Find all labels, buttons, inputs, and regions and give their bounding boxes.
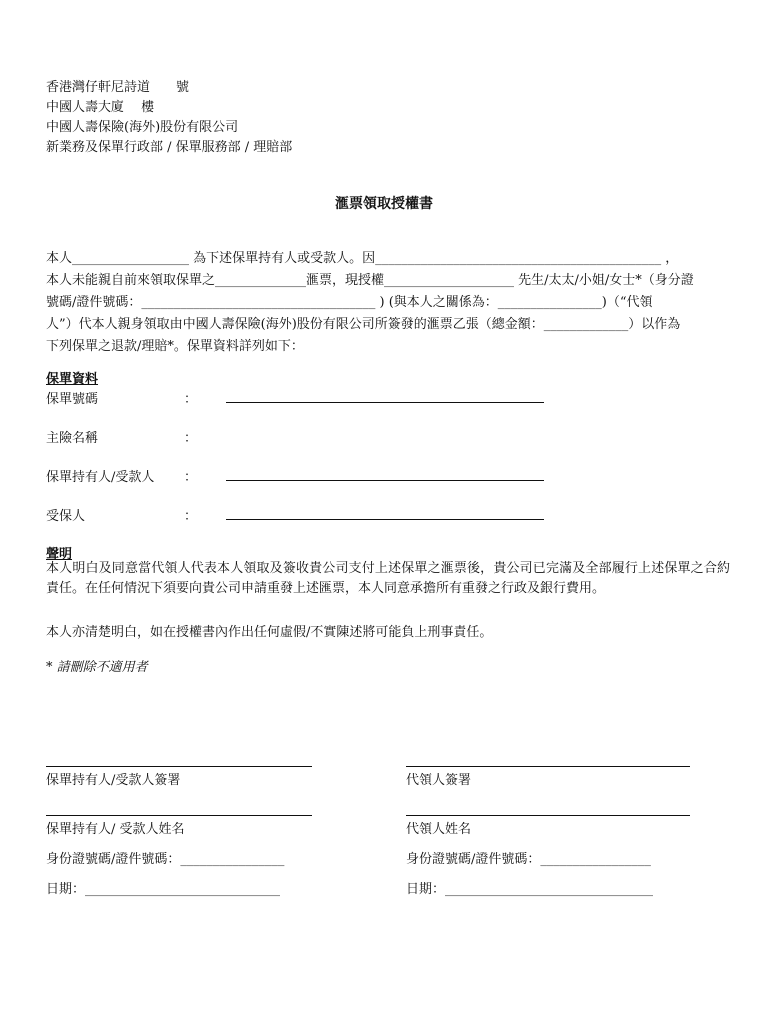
holder-signature-line[interactable] (46, 766, 312, 767)
agent-date-field[interactable]: 日期：________________________________ (406, 882, 654, 897)
agent-id-field[interactable]: 身份證號碼/證件號碼：_________________ (406, 852, 651, 867)
address-line-2: 中國人壽大廈 樓 (46, 100, 155, 115)
holder-name-label: 保單持有人/ 受款人姓名 (46, 822, 185, 837)
policy-heading: 保單資料 (46, 372, 99, 387)
policyholder-colon: ： (184, 470, 198, 485)
policy-number-colon: ： (184, 392, 198, 407)
authorization-line: 本人未能親自前來領取保單之______________滙票，現授權____________________ 先生/太太/小姐/女士*（身分證 (46, 273, 694, 288)
authorization-line: 號碼/證件號碼：____________________________________ ) (與本人之關係為：________________)（“代領 (46, 295, 653, 310)
agent-name-label: 代領人姓名 (406, 822, 472, 837)
authorization-line: 人”）代本人親身領取由中國人壽保險(海外)股份有限公司所簽發的滙票乙張（總金額：_____________）以作為 (46, 317, 681, 332)
agent-signature-line[interactable] (406, 766, 690, 767)
holder-id-field[interactable]: 身份證號碼/證件號碼：________________ (46, 852, 285, 867)
insured-colon: ： (184, 509, 198, 524)
insured-field[interactable] (226, 519, 544, 520)
declaration-heading: 聲明 (46, 547, 73, 562)
agent-name-line[interactable] (406, 815, 690, 816)
footnote: * 請刪除不適用者 (46, 660, 148, 675)
policy-number-field[interactable] (226, 402, 544, 403)
insured-label: 受保人 (46, 509, 86, 524)
address-line-3: 中國人壽保險(海外)股份有限公司 (46, 120, 239, 135)
policyholder-label: 保單持有人/受款人 (46, 470, 155, 485)
holder-signature-label: 保單持有人/受款人簽署 (46, 773, 181, 788)
declaration-text-2: 本人亦清楚明白，如在授權書內作出任何虛假/不實陳述將可能負上刑事責任。 (46, 625, 493, 640)
holder-name-line[interactable] (46, 815, 312, 816)
declaration-text: 本人明白及同意當代領人代表本人領取及簽收貴公司支付上述保單之滙票後，貴公司已完滿及全部履行上述保單之合約責任。在任何情況下須要向貴公司申請重發上述匯票，本人同意承擔所有重發之行政及銀行費用。 (46, 561, 730, 596)
agent-signature-label: 代領人簽署 (406, 773, 472, 788)
policyholder-field[interactable] (226, 480, 544, 481)
holder-date-field[interactable]: 日期：______________________________ (46, 882, 281, 897)
address-line-1: 香港灣仔軒尼詩道 號 (46, 80, 190, 95)
policy-number-label: 保單號碼 (46, 392, 99, 407)
authorization-line: 本人__________________ 為下述保單持有人或受款人。因____________________________________________ ， (46, 251, 679, 266)
document-title: 滙票領取授權書 (335, 196, 433, 212)
authorization-paragraph (46, 248, 730, 358)
main-plan-label: 主險名稱 (46, 431, 99, 446)
main-plan-colon: ： (184, 431, 198, 446)
address-line-4: 新業務及保單行政部 / 保單服務部 / 理賠部 (46, 140, 293, 155)
authorization-line: 下列保單之退款/理賠*。保單資料詳列如下： (46, 339, 304, 354)
